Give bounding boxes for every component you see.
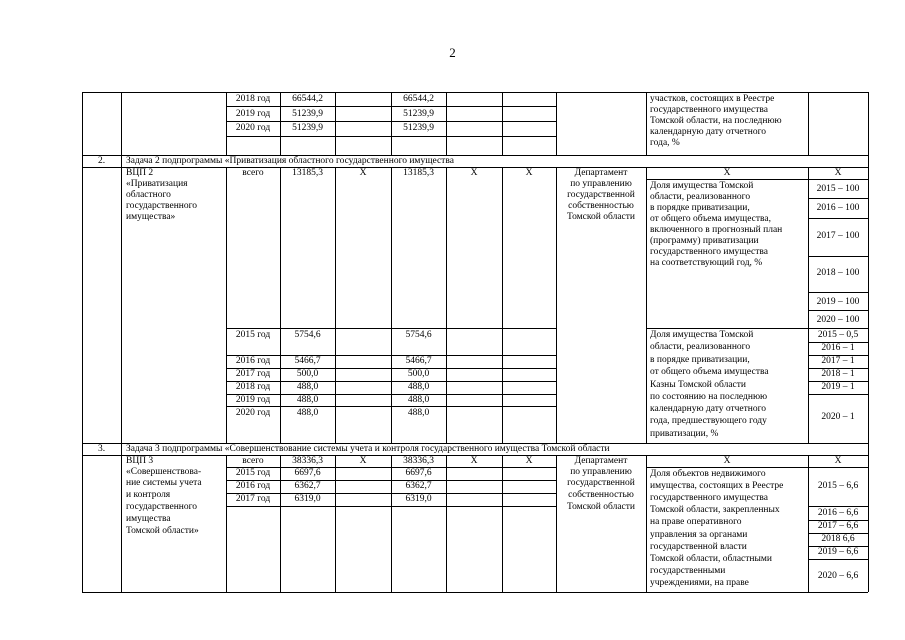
vcp-2-regional: 13185,3 bbox=[403, 168, 434, 178]
total-cell: 51239,9 bbox=[292, 109, 323, 119]
year-cell: 2019 год bbox=[235, 109, 271, 119]
indicator-2-line: Доля имущества Томской bbox=[650, 330, 754, 340]
indicator-2-value: 2020 – 1 bbox=[821, 412, 855, 422]
indicator-1-value: 2016 – 100 bbox=[816, 203, 860, 213]
indicator-1-value: 2017 – 100 bbox=[816, 231, 860, 241]
vcp-3-executor-line: Департамент bbox=[574, 456, 628, 466]
vcp-2-x: X bbox=[470, 168, 478, 178]
vcp-3-executor-line: Томской области bbox=[567, 502, 635, 512]
vcp-3-executor-line: государственной bbox=[567, 478, 635, 488]
regional-cell: 66544,2 bbox=[403, 94, 434, 104]
indicator-2-value: 2017 – 1 bbox=[821, 356, 855, 366]
indicator-3-line: Доля объектов недвижимого bbox=[650, 469, 766, 479]
indicator-3-line: на праве оперативного bbox=[650, 517, 742, 527]
vcp-3-name-line: имущества bbox=[126, 514, 171, 524]
task-2-number: 2. bbox=[97, 156, 106, 166]
column-divider bbox=[646, 455, 647, 592]
row-divider bbox=[808, 310, 868, 311]
indicator-2-line: области, реализованного bbox=[650, 342, 751, 352]
vcp-2-total: 13185,3 bbox=[292, 168, 323, 178]
indicator-text-line: Томской области, на последнюю bbox=[650, 116, 782, 126]
vcp-2-executor-line: Томской области bbox=[567, 212, 635, 222]
indicator-1-value: 2020 – 100 bbox=[816, 315, 860, 325]
row-divider bbox=[808, 394, 868, 395]
vcp-3-x: X bbox=[525, 456, 533, 466]
indicator-1-line: от общего объема имущества, bbox=[650, 214, 771, 224]
column-divider bbox=[121, 443, 122, 455]
row-divider bbox=[646, 179, 868, 180]
year-cell: 2015 год bbox=[235, 330, 271, 340]
column-divider bbox=[502, 92, 503, 155]
regional-cell: 6362,7 bbox=[405, 481, 432, 491]
indicator-text-line: года, % bbox=[650, 138, 680, 148]
year-cell: 2017 год bbox=[235, 369, 271, 379]
regional-cell: 51239,9 bbox=[403, 123, 434, 133]
indicator-2-value: 2019 – 1 bbox=[821, 382, 855, 392]
vcp-2-executor-line: государственной bbox=[567, 190, 635, 200]
year-cell: 2019 год bbox=[235, 395, 271, 405]
indicator-1-line: на соответствующий год, % bbox=[650, 258, 763, 268]
indicator-2-value: 2016 – 1 bbox=[821, 343, 855, 353]
row-divider bbox=[808, 292, 868, 293]
indicator-3-line: учреждениями, на праве bbox=[650, 578, 749, 588]
total-cell: 488,0 bbox=[296, 395, 319, 405]
table-border-right bbox=[868, 92, 869, 592]
column-divider bbox=[556, 92, 557, 155]
indicator-3-value: 2015 – 6,6 bbox=[817, 481, 859, 491]
task-3-title: Задача 3 подпрограммы «Совершенствование системы учета и контроля государственного имущества Томской области bbox=[126, 444, 610, 454]
column-divider bbox=[335, 167, 336, 443]
indicator-3-line: государственными bbox=[650, 566, 726, 576]
column-divider bbox=[502, 167, 503, 443]
total-cell: 6362,7 bbox=[294, 481, 321, 491]
page-number: 2 bbox=[449, 45, 456, 60]
indicator-3-value: 2018 6,6 bbox=[821, 534, 855, 544]
row-divider bbox=[808, 559, 868, 560]
indicator-2-value: 2018 – 1 bbox=[821, 369, 855, 379]
indicator-2-line: приватизации, % bbox=[650, 429, 719, 439]
indicator-text-line: календарную дату отчетного bbox=[650, 127, 767, 137]
total-cell: 5754,6 bbox=[294, 330, 321, 340]
vcp-2-total-label: всего bbox=[242, 168, 264, 178]
row-divider bbox=[808, 256, 868, 257]
year-cell: 2020 год bbox=[235, 123, 271, 133]
column-divider bbox=[335, 92, 336, 155]
indicator-2-line: от общего объема имущества bbox=[650, 367, 769, 377]
row-divider bbox=[808, 198, 868, 199]
vcp-3-name-line: ние системы учета bbox=[126, 478, 202, 488]
indicator-1-line: включенного в прогнозный план bbox=[650, 225, 783, 235]
total-cell: 500,0 bbox=[296, 369, 319, 379]
indicator-3-value: 2019 – 6,6 bbox=[817, 547, 859, 557]
vcp-2-value-header: X bbox=[834, 168, 842, 178]
vcp-2-executor-line: собственностью bbox=[568, 201, 634, 211]
row-divider bbox=[226, 106, 556, 107]
indicator-1-line: в порядке приватизации, bbox=[650, 203, 750, 213]
vcp-3-total-label: всего bbox=[242, 456, 264, 466]
indicator-2-line: года, предшествующего году bbox=[650, 416, 767, 426]
row-divider bbox=[226, 506, 556, 507]
vcp-3-indicator-header: X bbox=[723, 456, 731, 466]
total-cell: 51239,9 bbox=[292, 123, 323, 133]
column-divider bbox=[121, 455, 122, 592]
year-cell: 2018 год bbox=[235, 94, 271, 104]
year-cell: 2015 год bbox=[235, 468, 271, 478]
indicator-text-line: государственного имущества bbox=[650, 105, 768, 115]
indicator-1-line: области, реализованного bbox=[650, 192, 751, 202]
column-divider bbox=[808, 92, 809, 155]
indicator-1-value: 2018 – 100 bbox=[816, 268, 860, 278]
indicator-text-line: участков, состоящих в Реестре bbox=[650, 94, 775, 104]
total-cell: 488,0 bbox=[296, 382, 319, 392]
column-divider bbox=[446, 455, 447, 592]
column-divider bbox=[646, 92, 647, 155]
vcp-3-value-header: X bbox=[834, 456, 842, 466]
indicator-1-value: 2019 – 100 bbox=[816, 297, 860, 307]
column-divider bbox=[646, 167, 647, 443]
indicator-2-line: Казны Томской области bbox=[650, 380, 747, 390]
column-divider bbox=[446, 167, 447, 443]
column-divider bbox=[121, 167, 122, 443]
indicator-3-value: 2016 – 6,6 bbox=[817, 508, 859, 518]
regional-cell: 51239,9 bbox=[403, 109, 434, 119]
vcp-3-regional: 38336,3 bbox=[403, 456, 434, 466]
vcp-3-executor-line: собственностью bbox=[568, 490, 634, 500]
regional-cell: 5466,7 bbox=[405, 356, 432, 366]
vcp-3-x: X bbox=[359, 456, 367, 466]
indicator-1-line: (программу) приватизации bbox=[650, 236, 759, 246]
row-divider bbox=[646, 467, 868, 468]
row-divider bbox=[226, 328, 556, 329]
regional-cell: 5754,6 bbox=[405, 330, 432, 340]
vcp-3-executor-line: по управлению bbox=[570, 467, 632, 477]
total-cell: 5466,7 bbox=[294, 356, 321, 366]
row-divider bbox=[226, 406, 556, 407]
vcp-3-total: 38336,3 bbox=[292, 456, 323, 466]
row-divider bbox=[646, 328, 868, 329]
row-divider bbox=[808, 506, 868, 507]
regional-cell: 488,0 bbox=[407, 395, 430, 405]
indicator-2-line: календарную дату отчетного bbox=[650, 404, 767, 414]
indicator-1-line: Доля имущества Томской bbox=[650, 181, 754, 191]
indicator-3-line: государственного имущества bbox=[650, 493, 768, 503]
year-cell: 2018 год bbox=[235, 382, 271, 392]
year-cell: 2016 год bbox=[235, 356, 271, 366]
indicator-3-value: 2017 – 6,6 bbox=[817, 521, 859, 531]
vcp-2-name-line: имущества» bbox=[126, 212, 176, 222]
year-cell: 2017 год bbox=[235, 494, 271, 504]
table-border-bottom bbox=[82, 592, 868, 593]
vcp-2-name-line: ВЦП 2 bbox=[126, 168, 154, 178]
vcp-3-name-line: «Совершенствова- bbox=[126, 467, 202, 477]
row-divider bbox=[808, 218, 868, 219]
vcp-2-indicator-header: X bbox=[723, 168, 731, 178]
indicator-3-line: управления за органами bbox=[650, 530, 748, 540]
vcp-2-x: X bbox=[525, 168, 533, 178]
indicator-3-value: 2020 – 6,6 bbox=[817, 571, 859, 581]
vcp-3-name-line: и контроля bbox=[126, 490, 171, 500]
vcp-2-name-line: государственного bbox=[126, 201, 198, 211]
indicator-3-line: Томской области, закрепленных bbox=[650, 505, 780, 515]
total-cell: 6319,0 bbox=[294, 494, 321, 504]
vcp-2-executor-line: по управлению bbox=[570, 179, 632, 189]
indicator-1-value: 2015 – 100 bbox=[816, 184, 860, 194]
task-2-title: Задача 2 подпрограммы «Приватизация областного государственного имущества bbox=[126, 156, 454, 166]
indicator-3-line: имущества, состоящих в Реестре bbox=[650, 481, 784, 491]
indicator-1-line: государственного имущества bbox=[650, 247, 768, 257]
row-divider bbox=[226, 136, 556, 137]
indicator-2-line: в порядке приватизации, bbox=[650, 355, 750, 365]
table-border-top bbox=[82, 92, 868, 93]
task-3-number: 3. bbox=[97, 444, 106, 454]
total-cell: 488,0 bbox=[296, 408, 319, 418]
indicator-2-line: по состоянию на последнюю bbox=[650, 392, 768, 402]
vcp-2-x: X bbox=[359, 168, 367, 178]
total-cell: 66544,2 bbox=[292, 94, 323, 104]
year-cell: 2020 год bbox=[235, 408, 271, 418]
indicator-3-line: Томской области, областными bbox=[650, 554, 772, 564]
vcp-3-name-line: государственного bbox=[126, 502, 198, 512]
column-divider bbox=[446, 92, 447, 155]
vcp-3-x: X bbox=[470, 456, 478, 466]
row-divider bbox=[226, 121, 556, 122]
indicator-2-value: 2015 – 0,5 bbox=[817, 330, 859, 340]
indicator-3-line: государственной власти bbox=[650, 542, 747, 552]
year-cell: 2016 год bbox=[235, 481, 271, 491]
vcp-2-executor-line: Департамент bbox=[574, 168, 628, 178]
regional-cell: 6319,0 bbox=[405, 494, 432, 504]
vcp-3-name-line: ВЦП 3 bbox=[126, 456, 154, 466]
vcp-3-name-line: Томской области» bbox=[126, 526, 199, 536]
column-divider bbox=[335, 455, 336, 592]
column-divider bbox=[121, 155, 122, 167]
column-divider bbox=[502, 455, 503, 592]
regional-cell: 488,0 bbox=[407, 382, 430, 392]
total-cell: 6697,6 bbox=[294, 468, 321, 478]
column-divider bbox=[121, 92, 122, 155]
regional-cell: 500,0 bbox=[407, 369, 430, 379]
vcp-2-name-line: «Приватизация bbox=[126, 179, 188, 189]
regional-cell: 6697,6 bbox=[405, 468, 432, 478]
regional-cell: 488,0 bbox=[407, 408, 430, 418]
vcp-2-name-line: областного bbox=[126, 190, 171, 200]
